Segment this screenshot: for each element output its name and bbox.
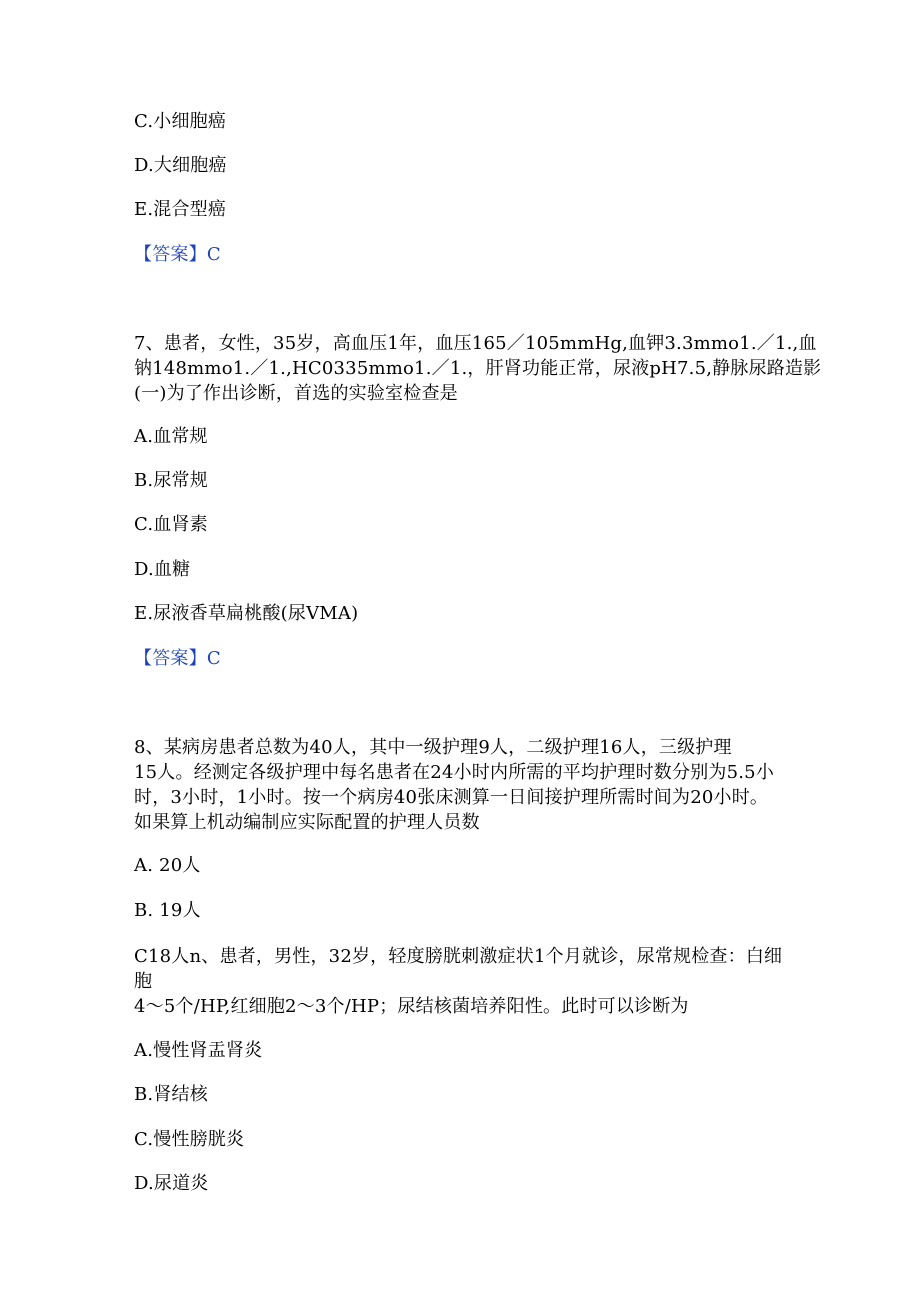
q7-option-a: A.血常规	[134, 426, 208, 447]
q8-stem-line-3: 时，3小时，1小时。按一个病房40张床测算一日间接护理所需时间为20小时。	[134, 787, 769, 808]
q9-stem-line-3: 4～5个/HP,红细胞2～3个/HP；尿结核菌培养阳性。此时可以诊断为	[134, 996, 689, 1017]
q8-stem-line-4: 如果算上机动编制应实际配置的护理人员数	[134, 812, 480, 833]
q7-stem-line-1: 7、患者，女性，35岁，高血压1年，血压165／105mmHg,血钾3.3mmo1.／1.,血	[134, 333, 817, 354]
q8-option-a: A. 20人	[134, 855, 201, 876]
q8-option-b: B. 19人	[134, 900, 201, 921]
q7-stem-line-2: 钠148mmo1.／1.,HC0335mmo1.／1.，肝肾功能正常，尿液pH7.5,静脉尿路造影	[134, 358, 822, 379]
q8-stem-line-1: 8、某病房患者总数为40人，其中一级护理9人，二级护理16人，三级护理	[134, 737, 732, 758]
q7-option-b: B.尿常规	[134, 470, 208, 491]
q7-option-c: C.血肾素	[134, 514, 208, 535]
q7-option-e: E.尿液香草扁桃酸(尿VMA)	[134, 603, 359, 624]
q9-option-a: A.慢性肾盂肾炎	[134, 1040, 263, 1061]
q9-stem-line-1: C18人n、患者，男性，32岁，轻度膀胱刺激症状1个月就诊，尿常规检查：白细	[134, 946, 783, 967]
answer-value: C	[206, 244, 221, 265]
q6-answer	[134, 244, 221, 266]
q7-answer	[134, 648, 221, 670]
q7-stem-line-3: (一)为了作出诊断，首选的实验室检查是	[134, 383, 458, 404]
q6-option-d: D.大细胞癌	[134, 155, 227, 176]
q9-option-c: C.慢性膀胱炎	[134, 1129, 245, 1150]
q9-option-d: D.尿道炎	[134, 1173, 209, 1194]
q7-option-d: D.血糖	[134, 559, 191, 580]
answer-value: C	[206, 648, 221, 669]
answer-label: 【答案】	[134, 648, 207, 669]
answer-label: 【答案】	[134, 244, 207, 265]
q9-option-b: B.肾结核	[134, 1084, 208, 1105]
q6-option-e: E.混合型癌	[134, 199, 227, 220]
q9-stem-line-2: 胞	[134, 971, 153, 992]
q8-stem-line-2: 15人。经测定各级护理中每名患者在24小时内所需的平均护理时数分别为5.5小	[134, 762, 775, 783]
q6-option-c: C.小细胞癌	[134, 111, 227, 132]
